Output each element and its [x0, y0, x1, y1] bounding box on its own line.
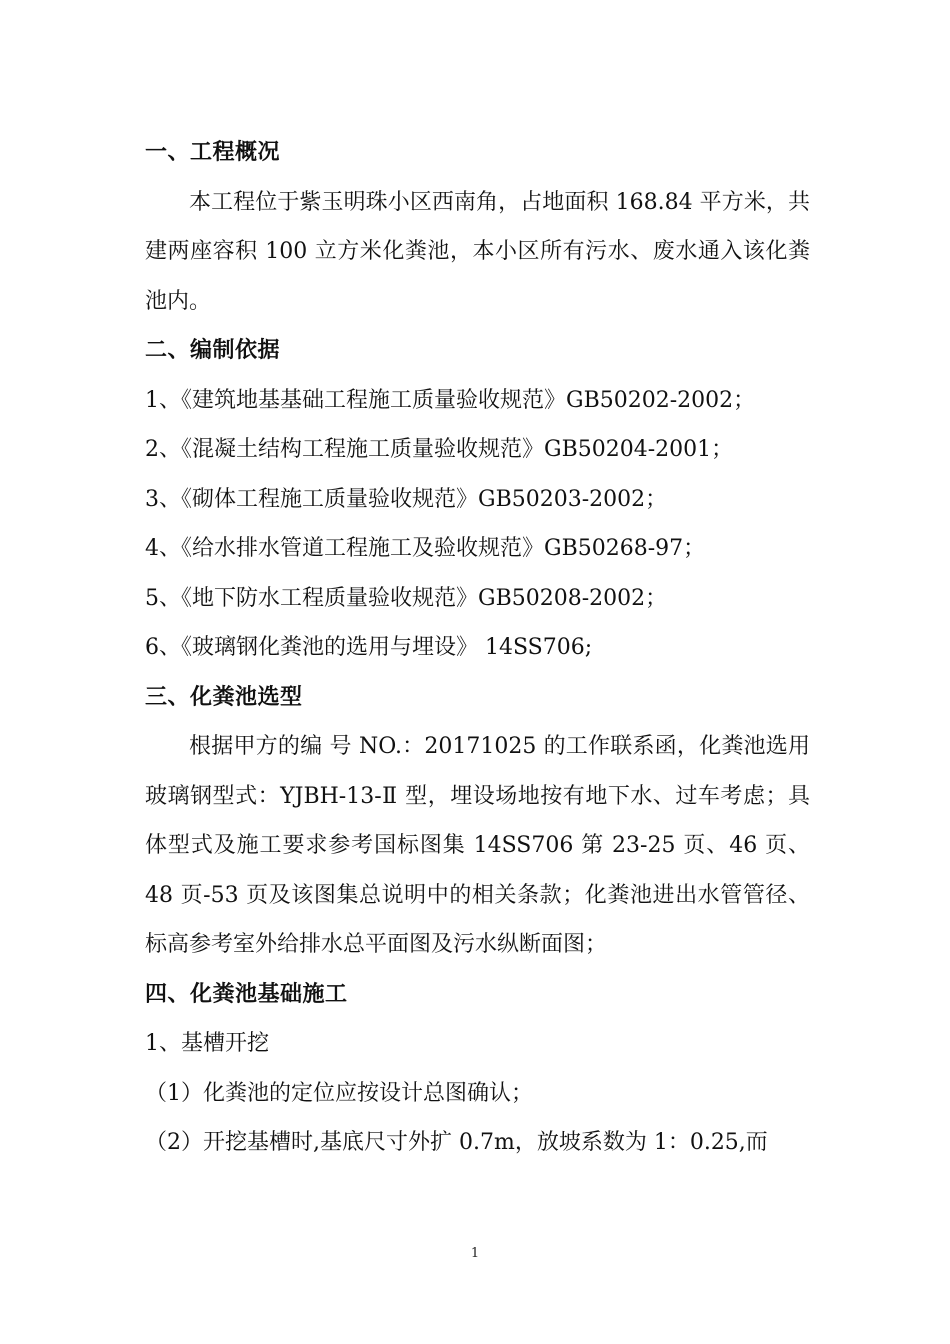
- reference-item: 6、《玻璃钢化粪池的选用与埋设》 14SS706;: [145, 635, 593, 660]
- section-3-paragraph: 根据甲方的编 号 NO.：20171025 的工作联系函，化粪池选用玻璃钢型式：YJBH-13-Ⅱ 型，埋设场地按有地下水、过车考虑；具体型式及施工要求参考国标图集 14SS706 第 23-25 页、46 页、48 页-53 页及该图集总说明中的相关条款；化粪池进出水管管径、标高参考室外给排水总平面图及污水纵断面图；: [145, 734, 810, 957]
- section-4-subheading: 1、基槽开挖: [145, 1031, 269, 1056]
- page-number: 1: [470, 1246, 480, 1261]
- construction-step: （1）化粪池的定位应按设计总图确认；: [145, 1080, 533, 1106]
- section-2-title: 二、编制依据: [145, 338, 281, 363]
- construction-step: （2）开挖基槽时,基底尺寸外扩 0.7m，放坡系数为 1：0.25,而: [145, 1130, 768, 1155]
- reference-item: 2、《混凝土结构工程施工质量验收规范》GB50204-2001；: [145, 437, 734, 462]
- reference-item: 5、《地下防水工程质量验收规范》GB50208-2002；: [145, 585, 668, 611]
- document-body: [145, 128, 810, 1168]
- section-1-title: 一、工程概况: [145, 140, 281, 165]
- reference-item: 3、《砌体工程施工质量验收规范》GB50203-2002；: [145, 486, 668, 512]
- section-4-title: 四、化粪池基础施工: [145, 981, 348, 1007]
- reference-item: 1、《建筑地基基础工程施工质量验收规范》GB50202-2002；: [145, 387, 756, 413]
- reference-item: 4、《给水排水管道工程施工及验收规范》GB50268-97；: [145, 536, 706, 561]
- section-1-paragraph: 本工程位于紫玉明珠小区西南角，占地面积 168.84 平方米，共建两座容积 100 立方米化粪池，本小区所有污水、废水通入该化粪池内。: [145, 189, 810, 314]
- section-3-title: 三、化粪池选型: [145, 684, 303, 710]
